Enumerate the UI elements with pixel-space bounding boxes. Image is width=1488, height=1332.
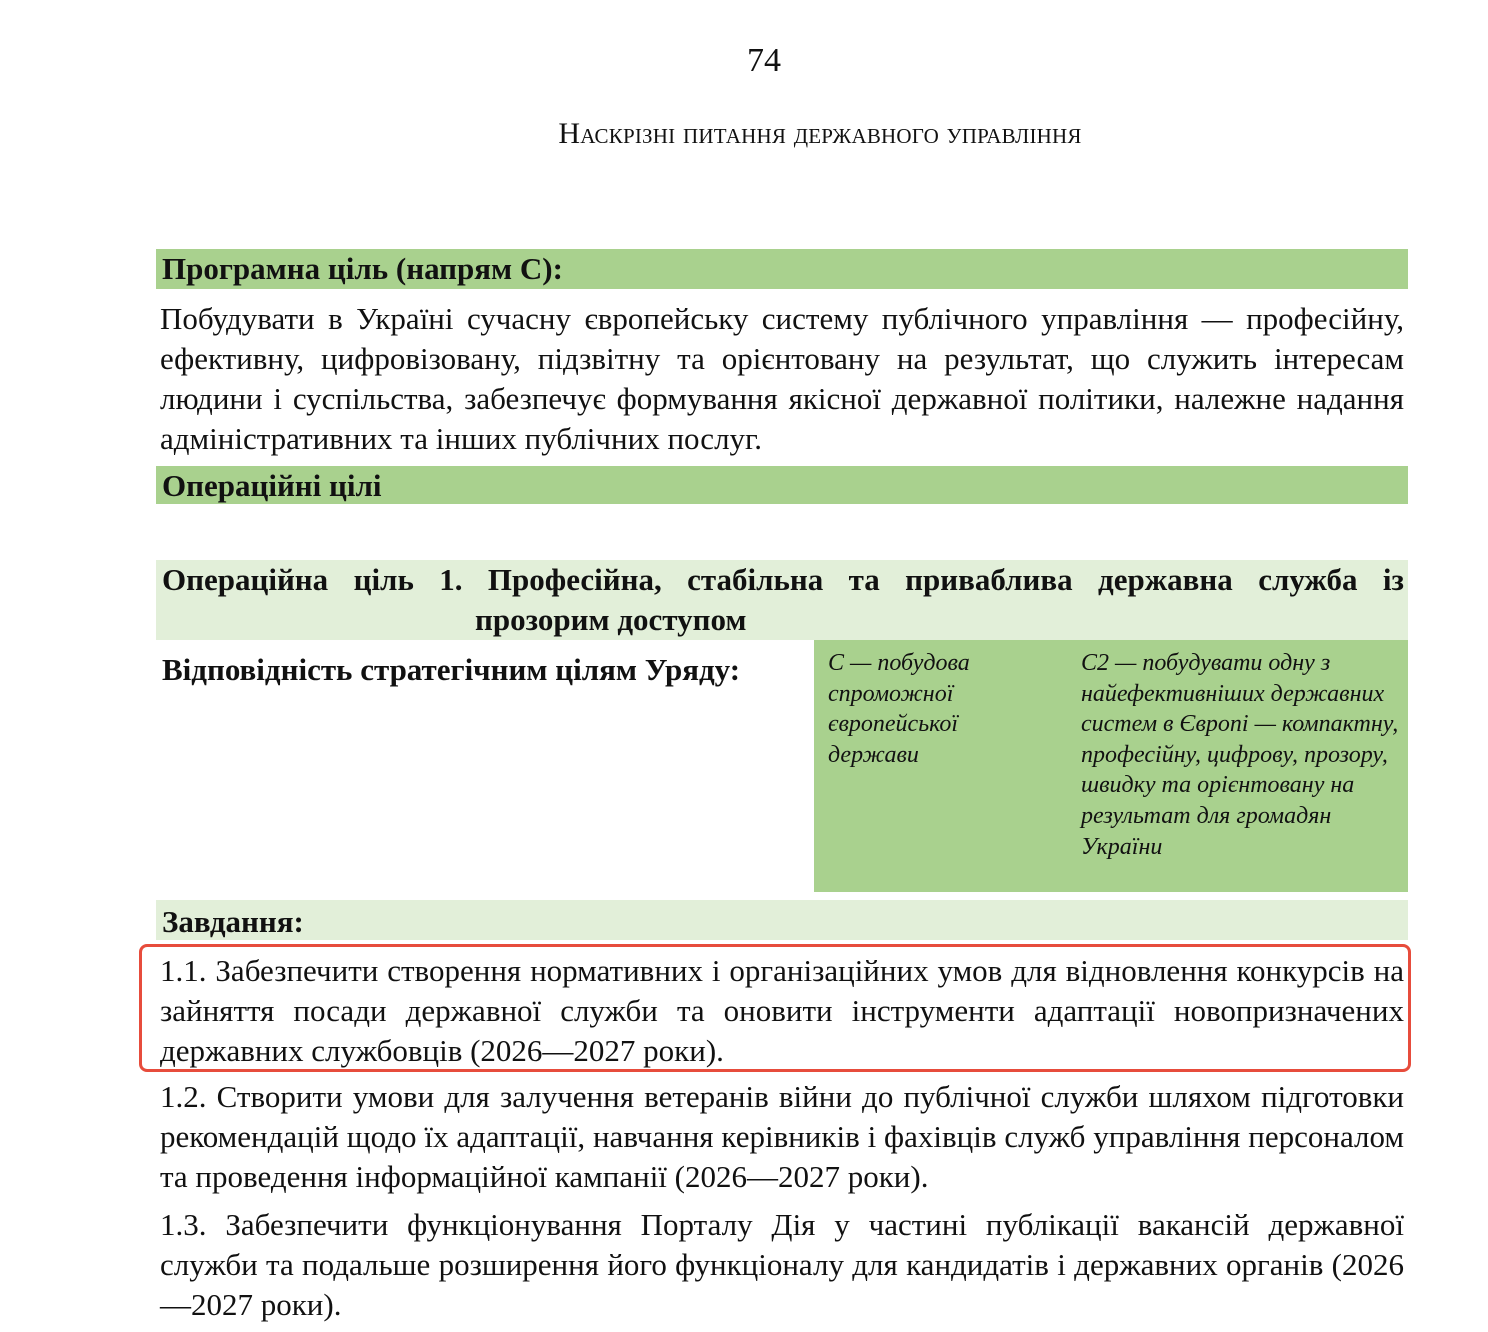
task-item-1-1: 1.1. Забезпечити створення нормативних і організаційних умов для відновлення конкурсів на зайняття посади державної служби та оновити інструменти адаптації новопризначених державних службовців (2026—2027 роки). [160,953,1404,1068]
running-header-text: Наскрізні питання державного управління [558,117,1082,150]
operational-goals-heading-text: Операційні цілі [162,468,382,503]
page-number: 74 [747,42,781,79]
alignment-label: Відповідність стратегічним цілям Уряду: [162,652,741,687]
strategic-goals-box [814,640,1408,892]
operational-goal-1-title [156,560,1408,640]
program-goal-heading-text: Програмна ціль (напрям С): [162,251,563,286]
operational-goals-heading [156,466,1408,504]
operational-goal-1-title-line2: прозорим доступом [475,602,747,637]
task-item-1-2: 1.2. Створити умови для залучення ветеранів війни до публічної служби шляхом підготовки рекомендацій щодо їх адаптації, навчання керівників і фахівців служб управління персоналом та проведення інформаційної кампанії (2026—2027 роки). [160,1079,1404,1194]
strategic-goal-c2: С2 — побудувати одну з найефективніших державних систем в Європі — компактну, професійну, цифрову, прозору, швидку та орієнтовану на результат для громадян України [1081,650,1399,860]
tasks-heading [156,900,1408,940]
program-goal-text: Побудувати в Україні сучасну європейську систему публічного управління — професійну, ефективну, цифровізовану, підзвітну та орієнтовану на результат, що служить інтересам людини і суспільства, забезпечує формування якісної державної політики, належне надання адміністративних та інших публічних послуг. [160,301,1404,456]
operational-goal-1-title-line1: Операційна ціль 1. Професійна, стабільна та приваблива державна служба із [162,562,1404,597]
tasks-heading-text: Завдання: [162,904,304,939]
strategic-goal-c: С — побудова спроможної європейської держави [828,650,970,768]
program-goal-heading [156,249,1408,289]
running-header [360,114,1280,155]
task-item-1-3: 1.3. Забезпечити функціонування Порталу Дія у частині публікації вакансій державної служби та подальше розширення його функціоналу для кандидатів і державних органів (2026—2027 роки). [160,1207,1404,1322]
